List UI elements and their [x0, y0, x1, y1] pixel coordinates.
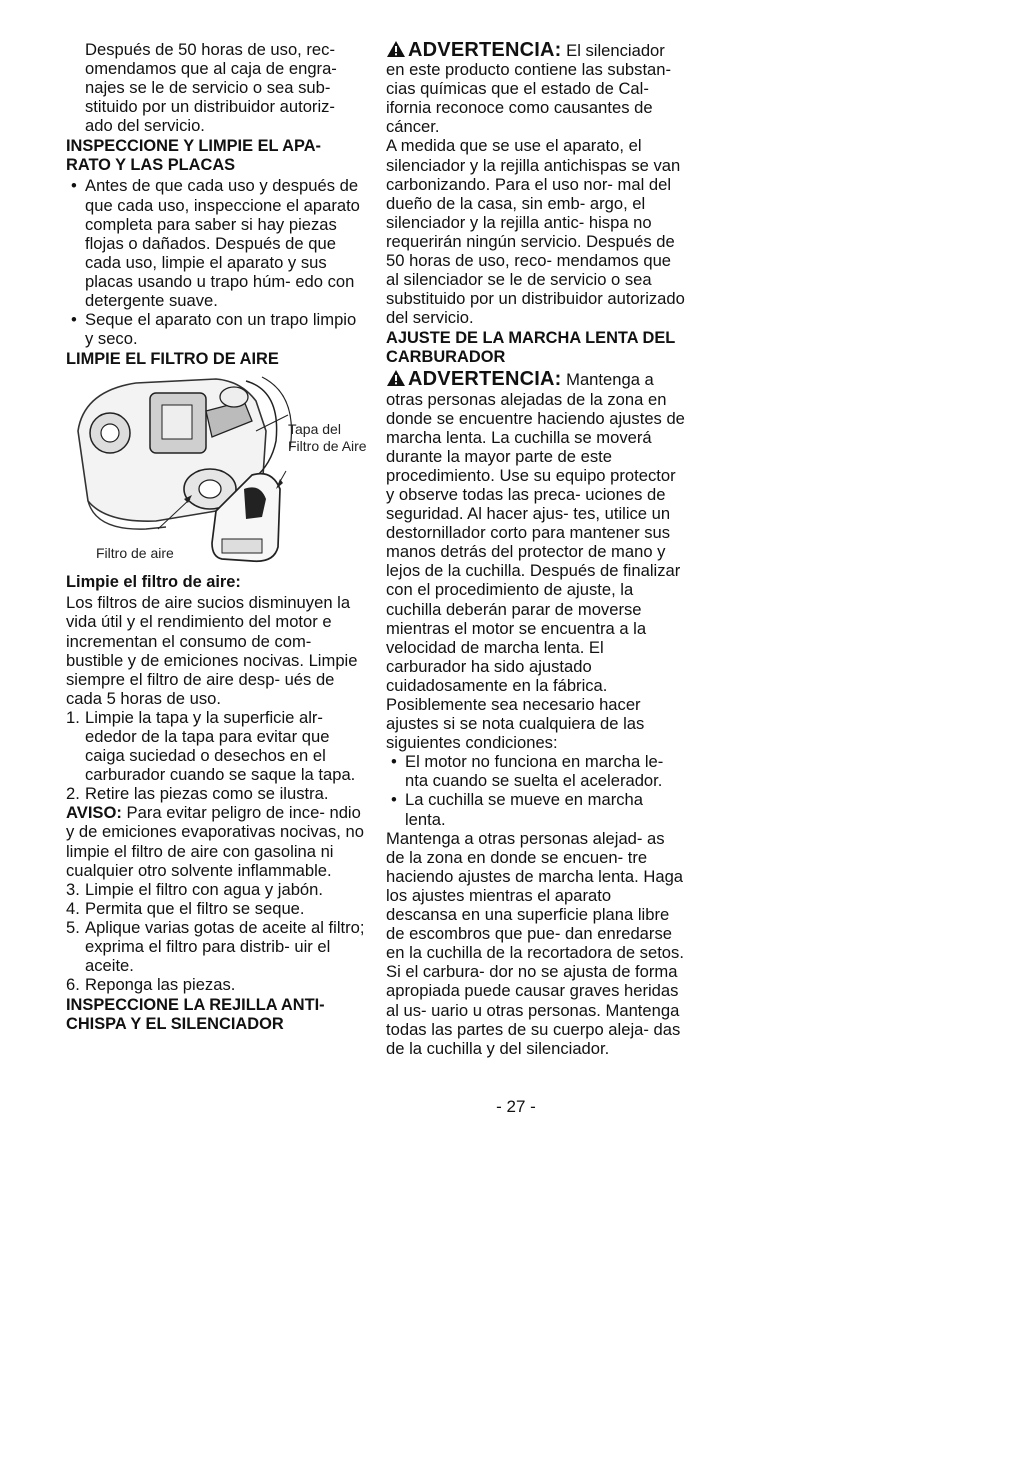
list-item: 6. Reponga las piezas. [66, 975, 236, 995]
heading-inspect: INSPECCIONE Y LIMPIE EL APA- RATO Y LAS PLACAS [66, 137, 322, 175]
list-item: 4. Permita que el filtro se seque. [66, 898, 305, 918]
inspect-list [66, 176, 366, 348]
conditions-list [386, 752, 686, 828]
page-number: - 27 - [496, 1097, 536, 1116]
muffler-paragraph: A medida que se use el aparato, el silenciador y la rejilla antichispas se van carbonizando. Para el uso nor- mal del dueño de la casa, sin emb- argo, el silenciador y la rejilla antic- hispa no requerirán ningún servicio. Después de 50 horas de uso, reco- mendamos que al silenciador se le de servicio o sea substituido por un distribuidor autorizado del servicio. [386, 136, 685, 328]
warning-label: ADVERTENCIA: [408, 39, 562, 61]
air-filter-illustration [66, 371, 366, 569]
subheading-clean-filter: Limpie el filtro de aire: [66, 573, 241, 592]
heading-spark-arrestor: INSPECCIONE LA REJILLA ANTI- CHISPA Y EL SILENCIADOR [66, 996, 325, 1034]
aviso-paragraph [66, 803, 366, 879]
warning-label: ADVERTENCIA: [408, 368, 562, 391]
list-item: 3. Limpie el filtro con agua y jabón. [66, 879, 323, 899]
warning-triangle-icon [386, 40, 406, 58]
label-filter: Filtro de aire [96, 545, 174, 562]
label-filter-cover: Tapa del Filtro de Aire [288, 421, 367, 455]
filter-intro: Los filtros de aire sucios disminuyen la vida útil y el rendimiento del motor e incrementan el consumo de com- bustible y de emiciones nocivas. Limpie siempre el filtro de aire desp- ués de cada 5 horas de uso. [66, 593, 358, 708]
closing-paragraph: Mantenga a otras personas alejad- as de la zona en donde se encuen- tre haciendo ajustes de marcha lenta. Haga los ajustes mientras el aparato descansa en una superficie plana libre de escombros que pue- dan enredarse en la cuchilla de la recortadora de setos. Si el carbura- dor no se ajusta de forma apropiada puede causar graves heridas al us- uario u otras personas. Mantenga todas las partes de su cuerpo aleja- das de la cuchilla y del silenciador. [386, 828, 684, 1058]
warning-text: Mantenga a otras personas alejadas de la zona en donde se encuentre haciendo ajustes de marcha lenta. La cuchilla se moverá durante la mayor parte de este procedimiento. Use su equipo protector y observe todas las preca- uciones de seguridad. Al hacer ajus- tes, utilice un destornillador corto para mantener sus manos detrás del protector de mano y lejos de la cuchilla. Después de finalizar con el procedimiento de ajuste, la cuchilla deberán parar de moverse mientras el motor se encuentra a la velocidad de marcha lenta. El carburador ha sido ajustado cuidadosamente en la fábrica. Posiblemente sea necesario hacer ajustes si se nota cualquiera de las siguientes condiciones: [386, 370, 685, 753]
air-filter-figure [66, 371, 366, 569]
list-item: 1. Limpie la tapa y la superficie alr- ededor de la tapa para evitar que caiga suciedad o desechos en el carburador cuando se saque la tapa. [66, 707, 356, 785]
left-column [66, 40, 366, 1035]
warning-cancer [386, 40, 686, 136]
steps-list-b [66, 880, 366, 995]
aviso-text: Para evitar peligro de ince- ndio y de emiciones evaporativas nocivas, no limpie el filtro de aire con gasolina ni cualquier otro solvente inflammable. [66, 803, 364, 880]
intro-paragraph: Después de 50 horas de uso, rec- omendamos que al caja de engra- najes se le de servicio o sea sub- stituido por un distribuidor autoriz- ado del servicio. [85, 40, 337, 136]
list-item: • La cuchilla se mueve en marcha lenta. [386, 790, 686, 828]
heading-idle-adjust: AJUSTE DE LA MARCHA LENTA DEL CARBURADOR [386, 329, 675, 367]
warning-text: El silenciador en este producto contiene las substan- cias químicas que el estado de Cal- ifornia reconoce como causantes de cáncer. [386, 41, 672, 137]
aviso-label: AVISO: [66, 803, 122, 823]
steps-list-a [66, 708, 366, 803]
warning-idle [386, 369, 686, 752]
warning-triangle-icon [386, 369, 406, 387]
list-item: • El motor no funciona en marcha le- nta cuando se suelta el acelerador. [386, 752, 686, 790]
right-column [386, 40, 686, 1058]
list-item: • Seque el aparato con un trapo limpio y seco. [66, 310, 366, 348]
list-item: 2. Retire las piezas como se ilustra. [66, 784, 329, 804]
list-item: 5. Aplique varias gotas de aceite al filtro; exprima el filtro para distrib- uir el aceite. [66, 917, 365, 976]
list-item: • Antes de que cada uso y después de que cada uso, inspeccione el aparato completa para saber si hay piezas flojas o dañados. Después de que cada uso, limpie el aparato y sus placas usando u trapo húm- edo con detergente suave. [66, 176, 366, 310]
heading-air-filter: LIMPIE EL FILTRO DE AIRE [66, 350, 279, 369]
